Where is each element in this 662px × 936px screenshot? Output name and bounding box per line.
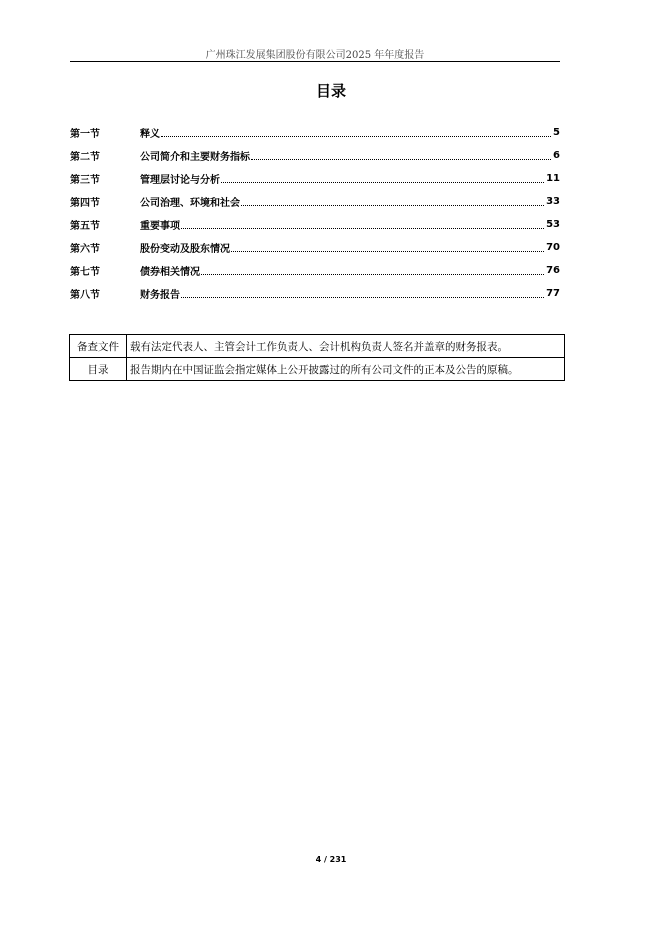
page-number-footer: 4 / 231: [315, 855, 347, 864]
toc-leader-dots: [231, 241, 544, 252]
toc-page-number: 53: [546, 219, 560, 230]
toc-leader-dots: [161, 126, 551, 137]
toc-leader-dots: [181, 287, 544, 298]
toc-section-title: 公司简介和主要财务指标: [140, 152, 250, 163]
reference-documents-table: [69, 334, 565, 381]
toc-section-title: 股份变动及股东情况: [140, 244, 230, 255]
toc-page-number: 70: [546, 242, 560, 253]
table-row: [70, 335, 565, 358]
toc-page-number: 5: [553, 127, 560, 138]
toc-section-number: 第六节: [70, 244, 100, 255]
toc-leader-dots: [221, 172, 544, 183]
toc-entry[interactable]: [70, 213, 560, 236]
toc-section-number: 第四节: [70, 198, 100, 209]
toc-section-title: 重要事项: [140, 221, 180, 232]
toc-page-number: 77: [546, 288, 560, 299]
reference-label-cell: 备查文件: [70, 335, 127, 358]
toc-page-number: 33: [546, 196, 560, 207]
reference-item: 载有法定代表人、主管会计工作负责人、会计机构负责人签名并盖章的财务报表。: [127, 335, 565, 358]
toc-section-number: 第三节: [70, 175, 100, 186]
toc-entry[interactable]: [70, 167, 560, 190]
toc-section-title: 管理层讨论与分析: [140, 175, 220, 186]
report-header: 广州珠江发展集团股份有限公司2025 年年度报告: [205, 50, 425, 61]
toc-entry[interactable]: [70, 144, 560, 167]
toc-page-number: 76: [546, 265, 560, 276]
toc-leader-dots: [181, 218, 544, 229]
toc-entry[interactable]: [70, 121, 560, 144]
toc-section-number: 第八节: [70, 290, 100, 301]
toc-title: 目录: [315, 82, 346, 100]
toc-page-number: 6: [553, 150, 560, 161]
toc-entry[interactable]: [70, 259, 560, 282]
table-of-contents: [70, 121, 560, 305]
toc-entry[interactable]: [70, 236, 560, 259]
toc-section-title: 释义: [140, 129, 160, 140]
toc-section-title: 公司治理、环境和社会: [140, 198, 240, 209]
toc-leader-dots: [201, 264, 544, 275]
toc-section-number: 第二节: [70, 152, 100, 163]
toc-entry[interactable]: [70, 190, 560, 213]
toc-section-title: 财务报告: [140, 290, 180, 301]
header-divider: [70, 61, 560, 62]
toc-section-title: 债券相关情况: [140, 267, 200, 278]
table-row: [70, 358, 565, 381]
toc-leader-dots: [241, 195, 544, 206]
toc-page-number: 11: [546, 173, 560, 184]
toc-section-number: 第一节: [70, 129, 100, 140]
toc-entry[interactable]: [70, 282, 560, 305]
toc-section-number: 第七节: [70, 267, 100, 278]
reference-label-cell: 目录: [70, 358, 127, 381]
reference-item: 报告期内在中国证监会指定媒体上公开披露过的所有公司文件的正本及公告的原稿。: [127, 358, 565, 381]
toc-section-number: 第五节: [70, 221, 100, 232]
toc-leader-dots: [251, 149, 551, 160]
